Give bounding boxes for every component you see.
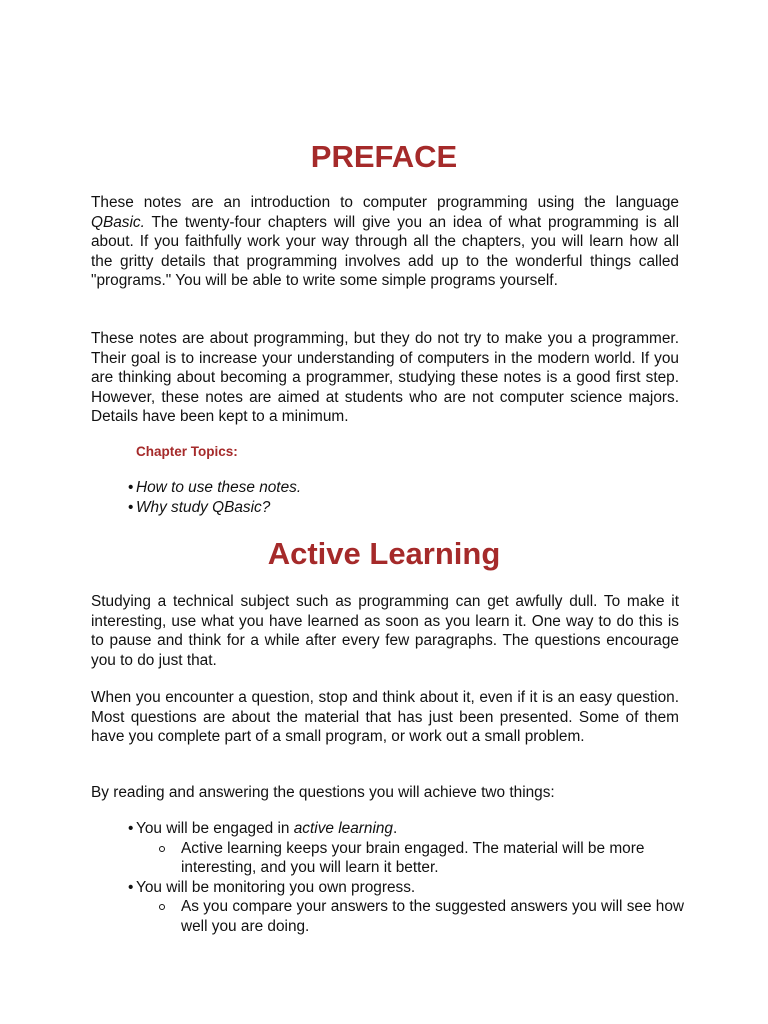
active-learning-term: active learning (293, 820, 393, 837)
achievement-subitem-text: As you compare your answers to the suggested answers you will see how well you are doing. (181, 898, 685, 935)
chapter-topics-list (128, 478, 301, 517)
achievement-item (128, 878, 688, 898)
achievement-text-end: . (393, 820, 398, 837)
active-learning-paragraph-2: When you encounter a question, stop and think about it, even if it is an easy question. Most questions are about the material that has just been presented. Some of them have you complete part of a small program, or work out a small problem. (91, 689, 679, 745)
preface-paragraph-1 (91, 193, 679, 291)
chapter-topics-heading: Chapter Topics: (136, 444, 238, 459)
bullet-icon: • (128, 479, 134, 496)
active-learning-heading: Active Learning (267, 536, 501, 571)
circle-bullet-icon (159, 846, 165, 852)
achievement-subitem (128, 897, 688, 936)
preface-paragraph-1-start: These notes are an introduction to computer programming using the language (91, 194, 679, 211)
achievement-subitem (128, 839, 688, 878)
preface-heading: PREFACE (310, 139, 458, 174)
topic-link[interactable]: How to use these notes. (136, 479, 302, 496)
topic-item (128, 498, 301, 518)
achievement-text: You will be monitoring you own progress. (136, 878, 416, 896)
topic-link[interactable]: Why study QBasic? (136, 498, 271, 516)
circle-bullet-icon (159, 904, 165, 910)
achievement-item (128, 819, 688, 839)
active-learning-paragraph-1: Studying a technical subject such as programming can get awfully dull. To make it interesting, use what you have learned as soon as you learn it. One way to do this is to pause and think for a while after every few paragraphs. The questions encourage you to do just that. (91, 593, 679, 669)
qbasic-term: QBasic. (91, 213, 145, 231)
bullet-icon: • (128, 878, 134, 896)
topic-item (128, 478, 301, 498)
achievement-text-start: You will be engaged in (136, 820, 294, 837)
achievements-list (128, 819, 688, 936)
preface-paragraph-2: These notes are about programming, but they do not try to make you a programmer. Their goal is to increase your understanding of computers in the modern world. If you are thinking about becoming a programmer, studying these notes is a good first step. However, these notes are aimed at students who are not computer science majors. Details have been kept to a minimum. (91, 330, 679, 425)
bullet-icon: • (128, 820, 134, 837)
preface-paragraph-1-end: The twenty-four chapters will give you an idea of what programming is all about. If you faithfully work your way through all the chapters, you will learn how all the gritty details that programming involves add up to the wonderful things called "programs." You will be able to write some simple programs yourself. (91, 213, 679, 289)
bullet-icon: • (128, 498, 134, 516)
achievement-subitem-text: Active learning keeps your brain engaged. The material will be more interesting, and you will learn it better. (181, 839, 645, 876)
active-learning-paragraph-3: By reading and answering the questions you will achieve two things: (91, 784, 555, 801)
